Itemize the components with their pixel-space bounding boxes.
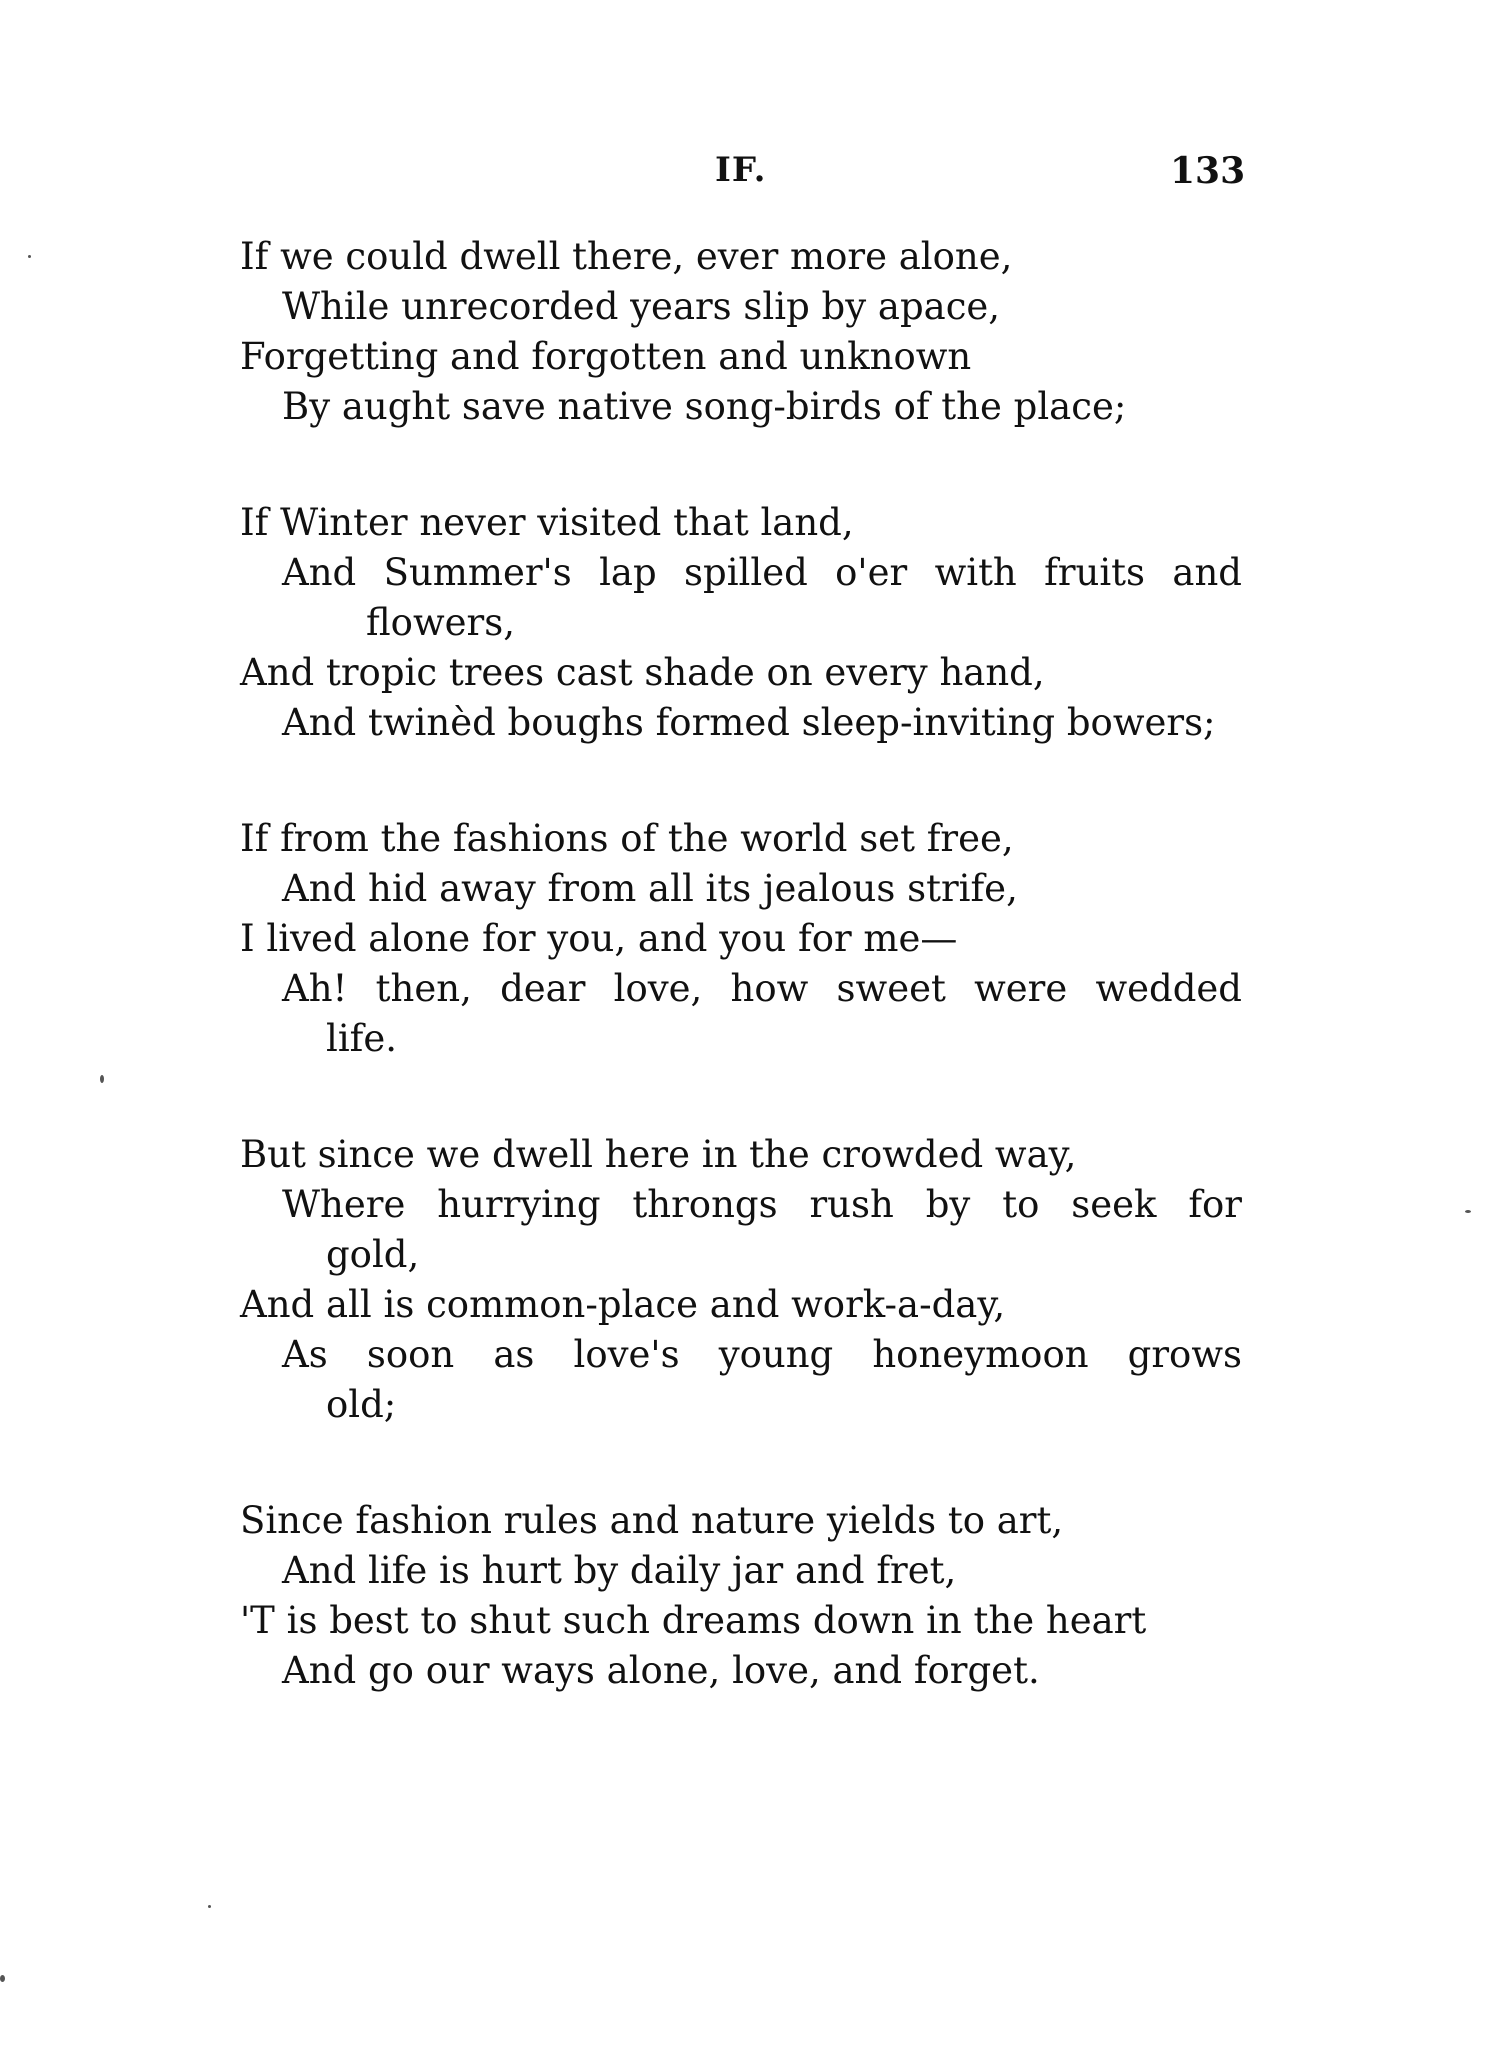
scan-speck <box>1465 1210 1471 1213</box>
scan-speck <box>28 255 31 258</box>
poem-line-continuation: gold, <box>326 1233 420 1276</box>
poem-line: Forgetting and forgotten and unknown <box>240 335 972 378</box>
poem-line: By aught save native song-birds of the place; <box>282 385 1127 428</box>
poem-line: And Summer's lap spilled o'er with fruits and <box>282 551 1242 594</box>
scan-speck <box>100 1075 104 1083</box>
stanza-5 <box>240 1496 1240 1696</box>
poem-line: If we could dwell there, ever more alone, <box>240 235 1013 278</box>
poem-line: Since fashion rules and nature yields to art, <box>240 1499 1064 1542</box>
poem-line: And hid away from all its jealous strife, <box>282 867 1018 910</box>
stanza-3 <box>240 814 1240 1064</box>
poem-line: And life is hurt by daily jar and fret, <box>282 1549 957 1592</box>
poem-line: And twinèd boughs formed sleep-inviting bowers; <box>282 701 1216 744</box>
poem-line: Where hurrying throngs rush by to seek for <box>282 1183 1242 1226</box>
poem-line: And all is common-place and work-a-day, <box>240 1283 1006 1326</box>
poem-line: And tropic trees cast shade on every hand, <box>240 651 1045 694</box>
poem-line: 'T is best to shut such dreams down in the heart <box>240 1599 1147 1642</box>
scan-speck <box>0 1975 5 1982</box>
poem-line: While unrecorded years slip by apace, <box>282 285 1001 328</box>
page-number: 133 <box>1170 150 1246 192</box>
stanza-1 <box>240 232 1240 432</box>
poem-line: Ah! then, dear love, how sweet were wedded <box>282 967 1242 1010</box>
poem-line: But since we dwell here in the crowded way, <box>240 1133 1077 1176</box>
poem-line-continuation: old; <box>326 1383 397 1426</box>
poem-line: And go our ways alone, love, and forget. <box>282 1649 1040 1692</box>
poem-line: As soon as love's young honeymoon grows <box>282 1333 1242 1376</box>
scan-speck <box>208 1905 211 1908</box>
stanza-2 <box>240 498 1240 748</box>
poem-line: If from the fashions of the world set free, <box>240 817 1014 860</box>
poem-line: I lived alone for you, and you for me— <box>240 917 958 960</box>
running-head: IF. <box>715 150 767 190</box>
poem <box>240 232 1240 1762</box>
poem-line-continuation: life. <box>326 1017 398 1060</box>
poem-line-continuation: flowers, <box>366 601 515 644</box>
poem-line: If Winter never visited that land, <box>240 501 854 544</box>
stanza-4 <box>240 1130 1240 1430</box>
